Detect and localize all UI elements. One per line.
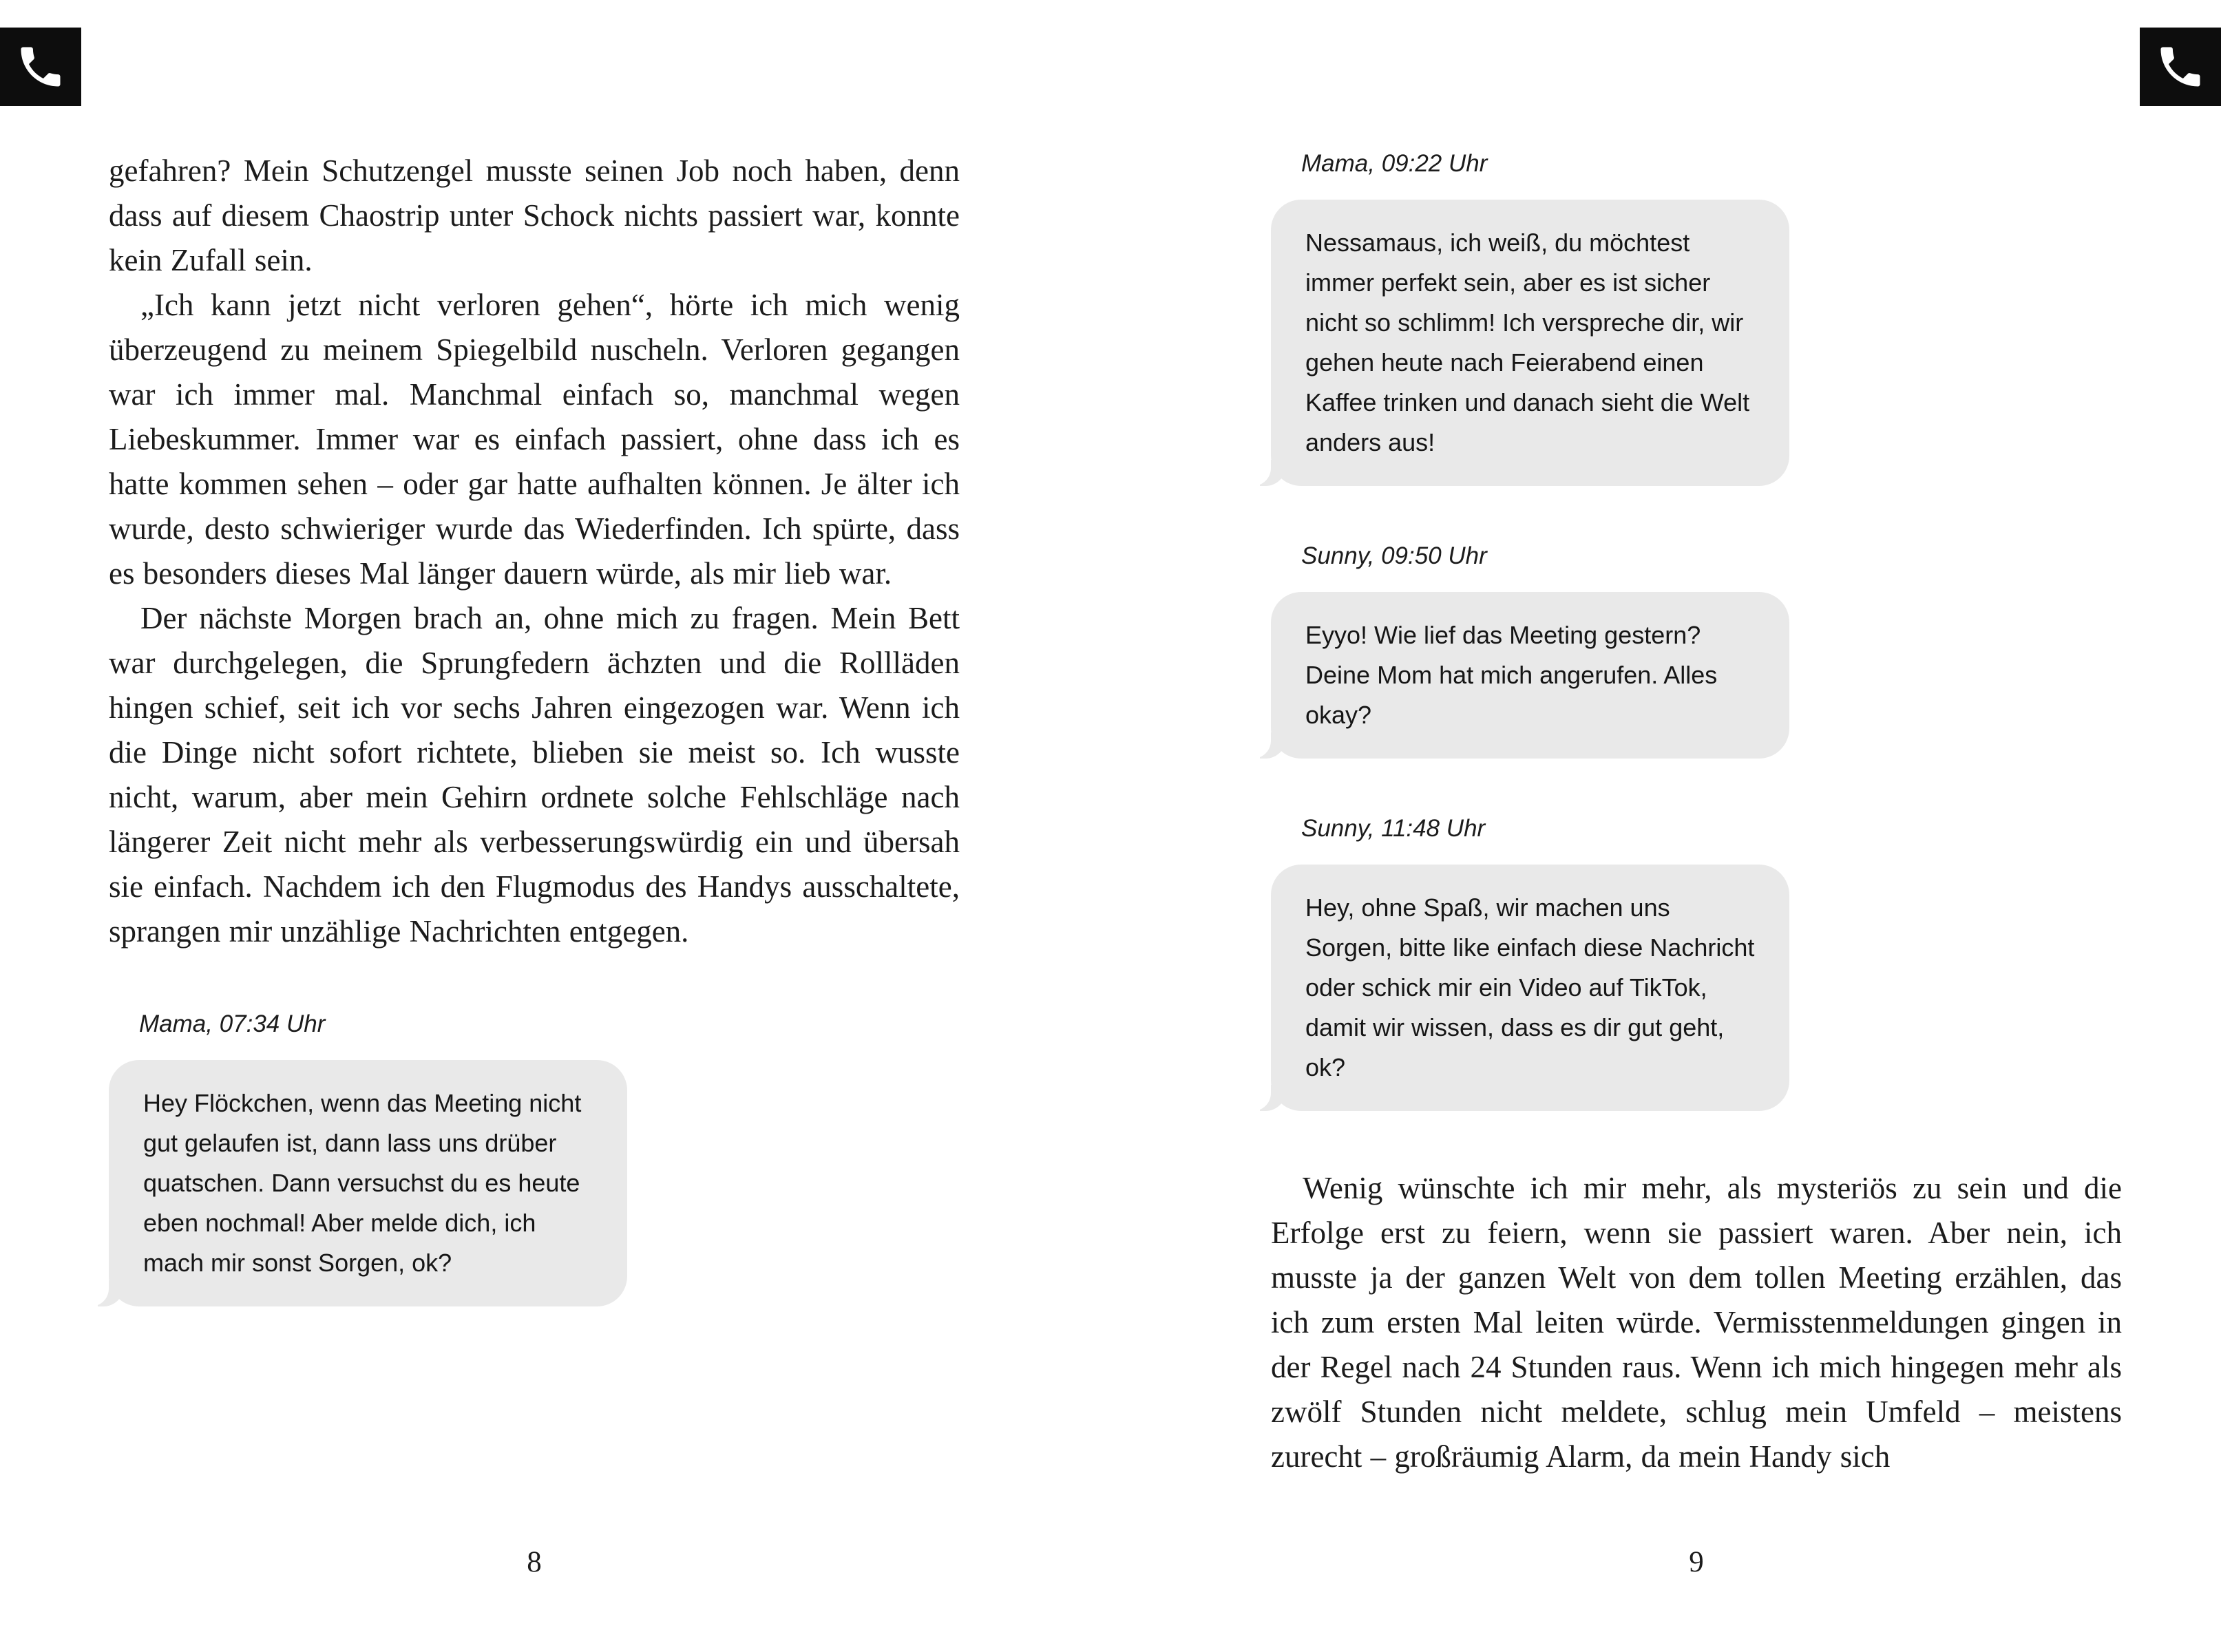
chat-bubble	[109, 1060, 627, 1306]
phone-icon	[14, 41, 67, 93]
chat-bubble	[1271, 592, 1789, 759]
page-number: 9	[1689, 1546, 1704, 1578]
message-timestamp: Sunny, 11:48 Uhr	[1301, 815, 1486, 842]
phone-icon	[2154, 41, 2207, 93]
chat-bubble	[1271, 865, 1789, 1111]
chat-bubble	[1271, 200, 1789, 486]
message-timestamp: Sunny, 09:50 Uhr	[1301, 542, 1487, 569]
message-timestamp: Mama, 09:22 Uhr	[1301, 150, 1488, 177]
page-number: 8	[527, 1546, 542, 1578]
message-timestamp: Mama, 07:34 Uhr	[139, 1010, 326, 1037]
paragraph: Der nächste Morgen brach an, ohne mich zu fragen. Mein Bett war durchgelegen, die Sprungfedern ächzten und die Rollläden hingen schief, seit ich vor sechs Jahren eingezogen war. Wenn ich die Dinge nicht sofort richtete, blieben sie meist so. Ich wusste nicht, warum, aber mein Gehirn ordnete solche Fehlschläge nach längerer Zeit nicht mehr als verbesserungswürdig ein und übersah sie einfach. Nachdem ich den Flugmodus des Handys ausschaltete, sprangen mir unzählige Nachrichten entgegen.	[109, 601, 960, 949]
chat-bubble-text: Hey, ohne Spaß, wir machen uns Sorgen, bitte like einfach diese Nachricht oder schick mir ein Video auf TikTok, damit wir wissen, dass es dir gut geht, ok?	[1305, 893, 1755, 1081]
chat-bubble-text: Hey Flöckchen, wenn das Meeting nicht gut gelaufen ist, dann lass uns drüber quatschen. Dann versuchst du es heute eben nochmal! Aber melde dich, ich mach mir sonst Sorgen, ok?	[143, 1089, 582, 1277]
paragraph: „Ich kann jetzt nicht verloren gehen“, hörte ich mich wenig überzeugend zu meinem Spiegelbild nuscheln. Verloren gegangen war ich immer mal. Manchmal einfach so, manchmal wegen Liebeskummer. Immer war es einfach passiert, ohne dass ich es hatte kommen sehen – oder gar hatte aufhalten können. Je älter ich wurde, desto schwieriger wurde das Wiederfinden. Ich spürte, dass es besonders dieses Mal länger dauern würde, als mir lieb war.	[109, 288, 960, 591]
corner-badge-left	[0, 28, 81, 106]
page-left	[109, 149, 960, 1306]
paragraph: Wenig wünschte ich mir mehr, als mysteriös zu sein und die Erfolge erst zu feiern, wenn sie passiert waren. Aber nein, ich musste ja der ganzen Welt von dem tollen Meeting erzählen, das ich zum ersten Mal leiten würde. Vermisstenmeldungen gingen in der Regel nach 24 Stunden raus. Wenn ich mich hingegen mehr als zwölf Stunden nicht meldete, schlug mein Umfeld – meistens zurecht – großräumig Alarm, da mein Handy sich	[1271, 1171, 2122, 1474]
chat-bubble-text: Nessamaus, ich weiß, du möchtest immer perfekt sein, aber es ist sicher nicht so schlimm! Ich verspreche dir, wir gehen heute nach Feierabend einen Kaffee trinken und danach sieht die Welt anders aus!	[1305, 229, 1750, 456]
paragraph: gefahren? Mein Schutzengel musste seinen Job noch haben, denn dass auf diesem Chaostrip unter Schock nichts passiert war, konnte kein Zufall sein.	[109, 153, 960, 277]
chat-bubble-text: Eyyo! Wie lief das Meeting gestern? Deine Mom hat mich angerufen. Alles okay?	[1305, 621, 1718, 729]
page-right	[1271, 149, 2122, 1479]
corner-badge-right	[2140, 28, 2221, 106]
